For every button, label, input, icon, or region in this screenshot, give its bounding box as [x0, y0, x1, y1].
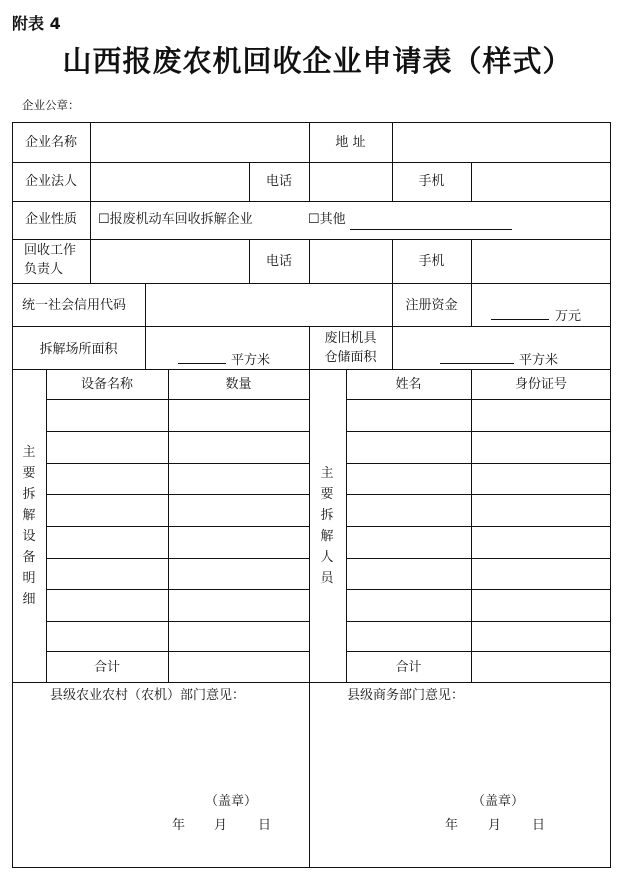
phone-label: 电话 [265, 174, 292, 189]
equipment-total-label: 合计 [93, 660, 120, 675]
area-unit: 平方米 [231, 353, 271, 368]
capital-unit: 万元 [555, 309, 582, 324]
address-label: 地 址 [335, 135, 366, 150]
recycling-lead-label-line2: 负责人 [24, 262, 64, 277]
company-nature-label: 企业性质 [24, 212, 77, 227]
form-title: 山西报废农机回收企业申请表（样式） [62, 44, 573, 78]
legal-person-label: 企业法人 [24, 174, 77, 189]
storage-area-field [440, 351, 558, 370]
storage-area-label-line2: 仓储面积 [324, 350, 377, 365]
dismantling-area-label: 拆解场所面积 [39, 342, 118, 357]
equipment-quantity-header: 数量 [225, 377, 252, 392]
nature-option-other-checkbox: ☐其他 [308, 212, 346, 227]
seal-label: 企业公章： [22, 98, 80, 112]
lead-phone-label: 电话 [265, 254, 292, 269]
dismantling-area-field [178, 351, 270, 370]
commerce-dept-opinion-label: 县级商务部门意见： [347, 688, 465, 703]
agriculture-date-month: 月 [214, 818, 228, 833]
commerce-date-day: 日 [532, 818, 546, 833]
commerce-stamp-label: （盖章） [472, 794, 525, 809]
lead-mobile-label: 手机 [418, 254, 445, 269]
capital-value-field [491, 307, 581, 326]
storage-unit: 平方米 [519, 353, 559, 368]
personnel-name-header: 姓名 [395, 377, 422, 392]
agriculture-date-year: 年 [172, 818, 186, 833]
mobile-label: 手机 [418, 174, 445, 189]
company-name-label: 企业名称 [24, 135, 77, 150]
recycling-lead-label-line1: 回收工作 [24, 243, 77, 258]
agriculture-date-day: 日 [258, 818, 272, 833]
registered-capital-label: 注册资金 [405, 298, 458, 313]
nature-option-scrap-vehicle-checkbox: ☐报废机动车回收拆解企业 [98, 212, 253, 227]
commerce-date-month: 月 [488, 818, 502, 833]
credit-code-label: 统一社会信用代码 [22, 298, 127, 313]
storage-area-label-line1: 废旧机具 [324, 331, 377, 346]
personnel-id-header: 身份证号 [514, 377, 567, 392]
personnel-total-label: 合计 [395, 660, 422, 675]
agriculture-stamp-label: （盖章） [205, 794, 258, 809]
equipment-section-label: 主要拆解设备明细 [22, 445, 36, 607]
annex-label: 附表 4 [12, 14, 61, 33]
agriculture-dept-opinion-label: 县级农业农村（农机）部门意见： [50, 688, 246, 703]
equipment-name-header: 设备名称 [80, 377, 133, 392]
commerce-date-year: 年 [445, 818, 459, 833]
personnel-section-label: 主要拆解人员 [320, 466, 334, 586]
